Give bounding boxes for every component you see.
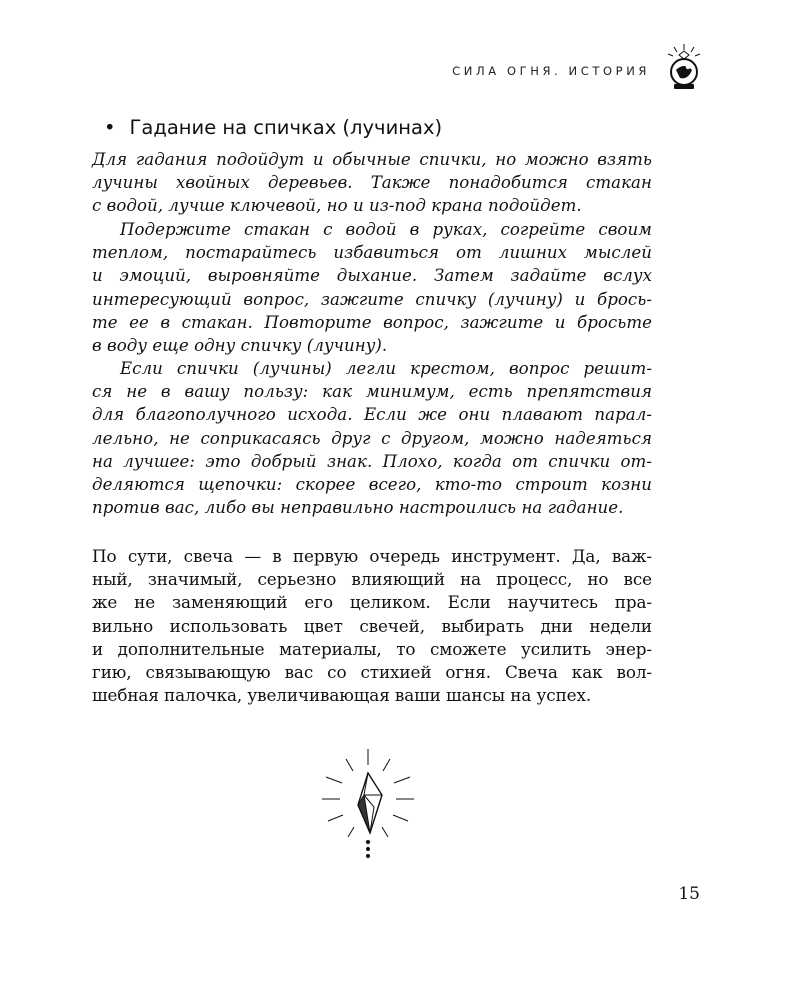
text-line: и дополнительные материалы, то сможете усилить энер-	[92, 638, 652, 659]
text-line: Подержите стакан с водой в руках, согрейте своим	[120, 220, 652, 239]
section-heading	[104, 116, 442, 139]
text-line: против вас, либо вы неправильно настроились на гадание.	[92, 498, 624, 518]
text-line: ный, значимый, серьезно влияющий на процесс, но все	[92, 569, 652, 590]
text-line: Для гадания подойдут и обычные спички, но можно взять	[92, 150, 652, 169]
text-line: деляются щепочки: скорее всего, кто-то строит козни	[92, 474, 652, 494]
text-line: ся не в вашу пользу: как минимум, есть препятствия	[92, 382, 652, 402]
heading-text: Гадание на спичках (лучинах)	[129, 116, 443, 139]
page-number: 15	[678, 884, 700, 904]
text-line: гию, связывающую вас со стихией огня. Свеча как вол-	[92, 661, 652, 682]
heading-bullet: •	[104, 116, 116, 139]
text-line: теплом, постарайтесь избавиться от лишних мыслей	[92, 243, 652, 263]
text-line: для благополучного исхода. Если же они плавают парал-	[92, 405, 652, 425]
text-line: Если спички (лучины) легли крестом, вопрос решит-	[120, 359, 652, 378]
italic-paragraph	[92, 357, 652, 519]
text-line: и эмоций, выровняйте дыхание. Затем задайте вслух	[92, 266, 652, 286]
italic-paragraph	[92, 148, 652, 218]
text-line: те ее в стакан. Повторите вопрос, зажгите и бросьте	[92, 312, 652, 332]
text-line: лельно, не соприкасаясь друг с другом, можно надеяться	[92, 428, 652, 448]
text-line: с водой, лучше ключевой, но и из-под крана подойдет.	[92, 196, 582, 216]
crystal-ornament-icon	[318, 745, 418, 863]
text-line: шебная палочка, увеличивающая ваши шансы на успех.	[92, 685, 592, 706]
text-line: По сути, свеча — в первую очередь инструмент. Да, важ-	[92, 546, 652, 566]
body-paragraph	[92, 545, 652, 707]
text-line: в воду еще одну спичку (лучину).	[92, 335, 388, 355]
italic-paragraph	[92, 218, 652, 357]
running-title: СИЛА ОГНЯ. ИСТОРИЯ	[452, 64, 650, 78]
text-line: интересующий вопрос, зажгите спичку (лучину) и брось-	[92, 289, 652, 309]
text-line: же не заменяющий его целиком. Если научитесь пра-	[92, 592, 652, 613]
text-line: на лучшее: это добрый знак. Плохо, когда от спички от-	[92, 451, 652, 471]
crystal-ball-icon	[662, 42, 706, 92]
text-line: вильно использовать цвет свечей, выбирать дни недели	[92, 615, 652, 636]
text-line: лучины хвойных деревьев. Также понадобится стакан	[92, 173, 652, 193]
